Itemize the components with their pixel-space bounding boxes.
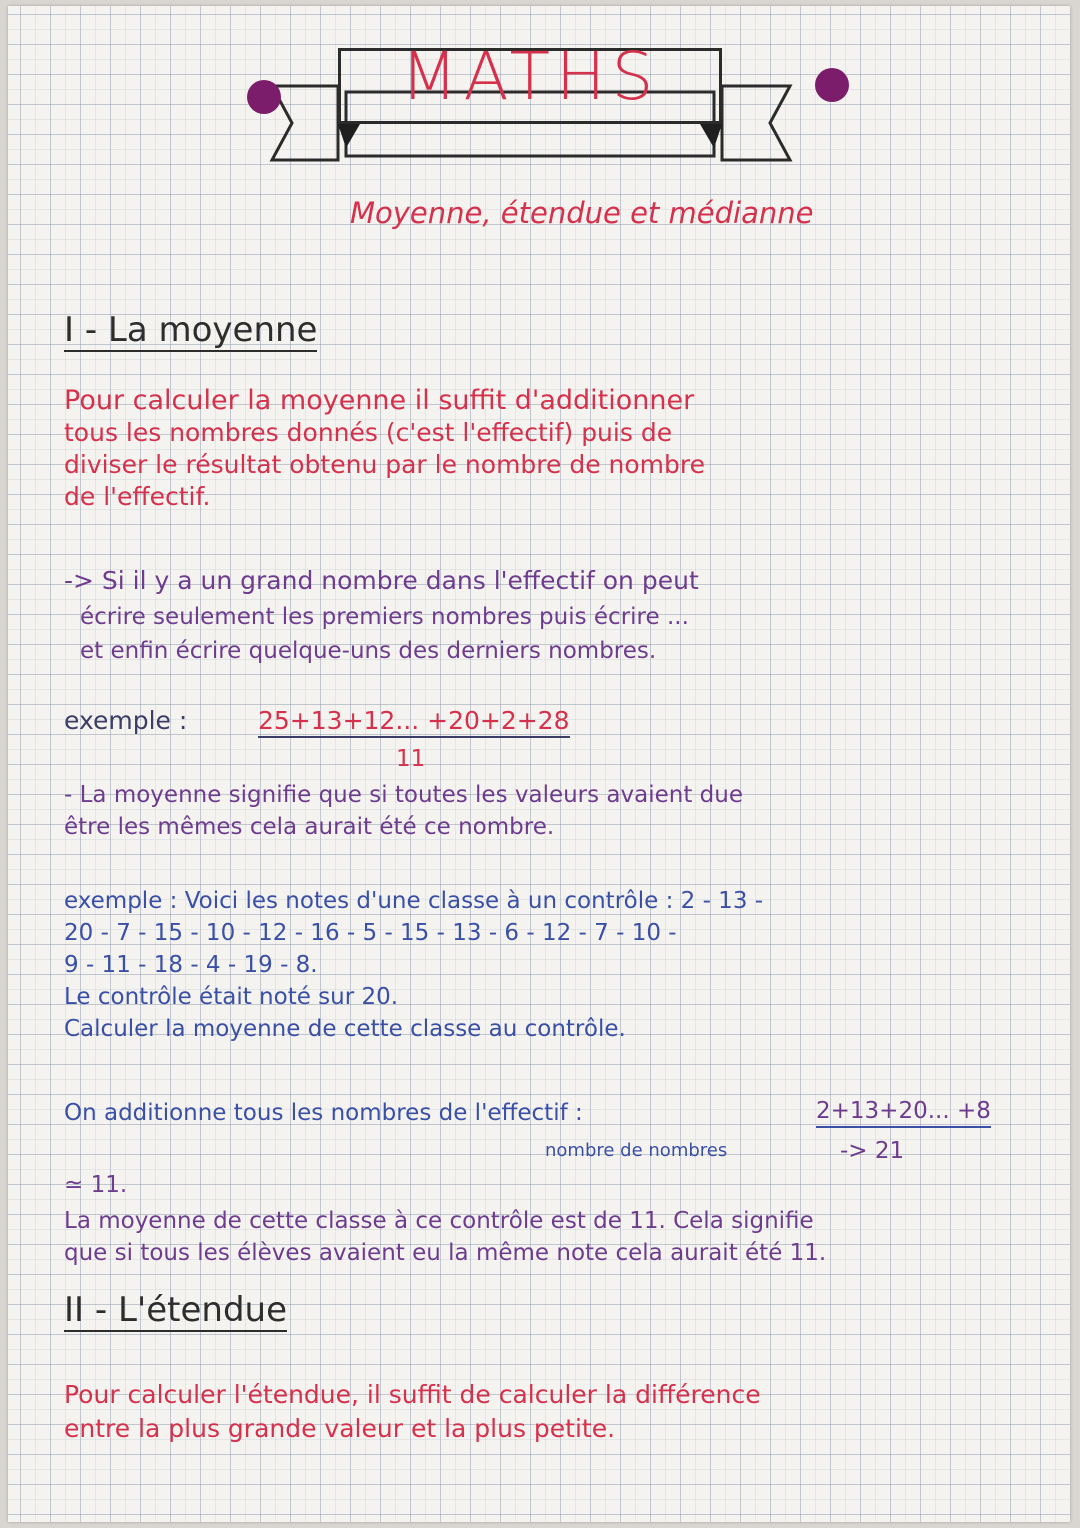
solution-denominator-label: nombre de nombres	[545, 1140, 728, 1161]
example-2-line-1: exemple : Voici les notes d'une classe à un contrôle : 2 - 13 -	[64, 888, 764, 914]
page-title: MATHS	[400, 38, 660, 115]
definition-line-1: Pour calculer la moyenne il suffit d'additionner	[64, 385, 695, 416]
example-2-line-2: 20 - 7 - 15 - 10 - 12 - 16 - 5 - 15 - 13 - 6 - 12 - 7 - 10 -	[64, 920, 677, 946]
example-2-line-4: Le contrôle était noté sur 20.	[64, 984, 399, 1010]
solution-line: On additionne tous les nombres de l'effectif :	[64, 1100, 583, 1126]
conclusion-line-2: que si tous les élèves avaient eu la même note cela aurait été 11.	[64, 1240, 827, 1266]
section-1-heading: I - La moyenne	[64, 310, 318, 350]
dot-left	[247, 80, 281, 114]
subtitle: Moyenne, étendue et médianne	[350, 196, 814, 230]
example-1-denominator: 11	[396, 746, 426, 772]
tip-line-1: -> Si il y a un grand nombre dans l'effectif on peut	[64, 566, 699, 595]
ribbon-right	[722, 86, 790, 160]
conclusion-line-1: La moyenne de cette classe à ce contrôle est de 11. Cela signifie	[64, 1208, 814, 1234]
tip-line-2: écrire seulement les premiers nombres puis écrire ...	[80, 604, 689, 630]
definition-line-4: de l'effectif.	[64, 482, 211, 511]
section-2-line-1: Pour calculer l'étendue, il suffit de calculer la différence	[64, 1380, 761, 1409]
example-1-numerator: 25+13+12... +20+2+28	[258, 706, 570, 738]
definition-line-2: tous les nombres donnés (c'est l'effectif) puis de	[64, 418, 673, 447]
ribbon-fold-left	[338, 124, 360, 148]
example-2-line-5: Calculer la moyenne de cette classe au contrôle.	[64, 1016, 626, 1042]
example-2-line-3: 9 - 11 - 18 - 4 - 19 - 8.	[64, 952, 318, 978]
section-2-line-2: entre la plus grande valeur et la plus petite.	[64, 1414, 616, 1443]
meaning-line-2: être les mêmes cela aurait été ce nombre.	[64, 814, 555, 840]
solution-numerator: 2+13+20... +8	[816, 1096, 991, 1128]
meaning-line-1: - La moyenne signifie que si toutes les valeurs avaient due	[64, 782, 744, 808]
ribbon-left	[272, 86, 338, 160]
example-1-label: exemple :	[64, 706, 188, 735]
definition-line-3: diviser le résultat obtenu par le nombre de nombre	[64, 450, 706, 479]
solution-denominator: -> 21	[840, 1138, 905, 1164]
ribbon-fold-right	[700, 124, 722, 148]
dot-right	[815, 68, 849, 102]
tip-line-3: et enfin écrire quelque-uns des derniers nombres.	[80, 638, 657, 664]
section-2-heading: II - L'étendue	[64, 1290, 287, 1330]
result-value: ≃ 11.	[64, 1172, 128, 1198]
